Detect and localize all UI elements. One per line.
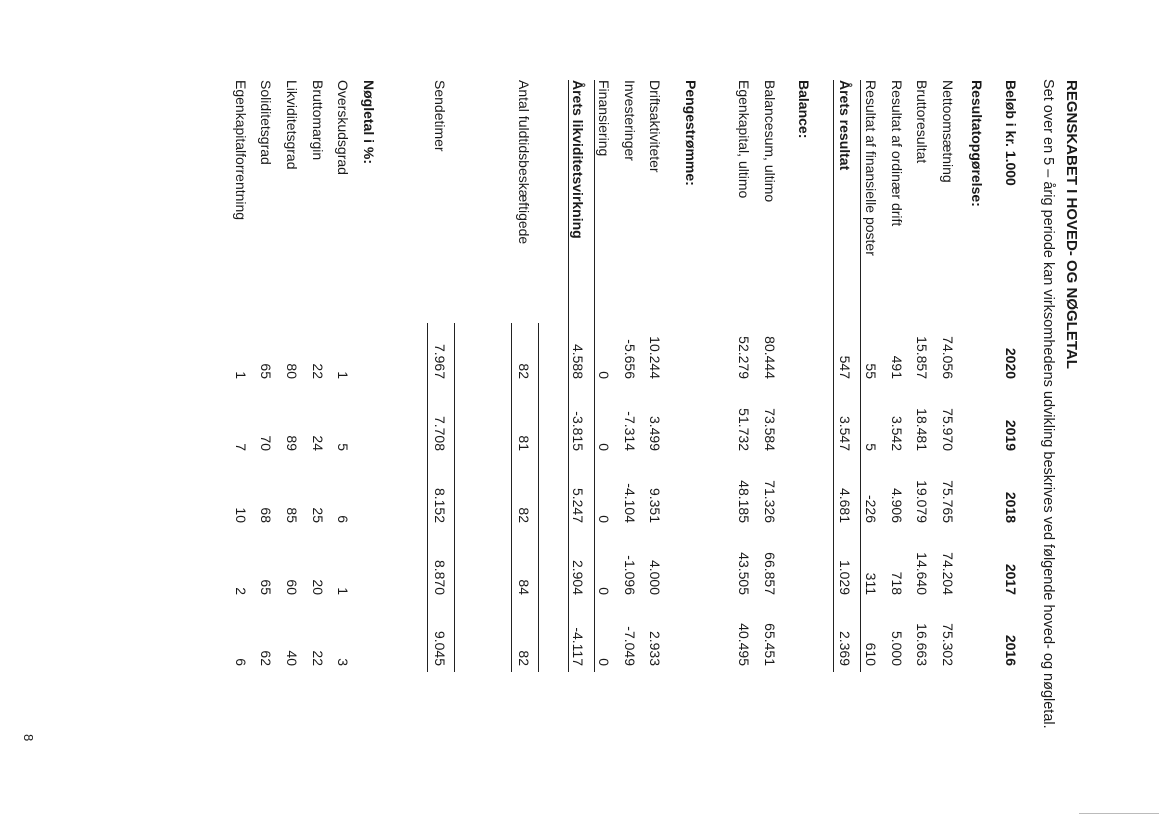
row-label: Soliditetsgrad	[258, 80, 274, 165]
row-label: Overskudsgrad	[335, 80, 351, 175]
row-value: 55	[863, 363, 879, 379]
year-header: 2018	[1003, 491, 1019, 523]
section-heading: Balance:	[796, 80, 812, 139]
row-value: 22	[310, 650, 326, 666]
row-value: 51.732	[736, 408, 752, 451]
row-value: 75.765	[940, 480, 956, 523]
row-value: 1.029	[837, 559, 853, 595]
row-value: 82	[516, 507, 532, 523]
row-value: 16.663	[914, 623, 930, 666]
row-value: -7.049	[622, 626, 638, 666]
year-header: 2017	[1003, 563, 1019, 595]
section-heading: Resultatopgørelse:	[969, 80, 985, 207]
row-value: 1	[335, 587, 351, 595]
row-value: 5.247	[570, 487, 586, 523]
row-value: 40.495	[736, 623, 752, 666]
row-value: 8.152	[432, 487, 448, 523]
row-value: 491	[889, 355, 905, 379]
row-value: 68	[258, 507, 274, 523]
page-title: REGNSKABET I HOVED- OG NØGLETAL	[1063, 80, 1080, 369]
table-rule	[568, 80, 569, 672]
amount-unit-label: Beløb i kr. 1.000	[1003, 80, 1019, 186]
row-value: -3.815	[570, 411, 586, 451]
table-rule	[860, 80, 861, 672]
row-label: Resultat af ordinær drift	[889, 80, 905, 227]
row-value: 75.302	[940, 623, 956, 666]
row-value: 6	[335, 515, 351, 523]
row-label: Nettoomsætning	[940, 80, 956, 183]
row-value: 0	[596, 658, 612, 666]
row-value: 5.000	[889, 630, 905, 666]
row-value: 3	[335, 658, 351, 666]
row-value: 718	[889, 571, 905, 595]
row-value: 22	[310, 363, 326, 379]
row-value: 0	[596, 587, 612, 595]
row-value: 1	[335, 371, 351, 379]
row-value: 5	[863, 443, 879, 451]
year-header: 2016	[1003, 634, 1019, 666]
row-value: 19.079	[914, 480, 930, 523]
row-value: 10.244	[647, 336, 663, 379]
section-heading: Pengestrømme:	[683, 80, 699, 186]
row-label: Driftsaktiviteter	[647, 80, 663, 173]
row-value: 25	[310, 507, 326, 523]
row-value: 7.967	[432, 343, 448, 379]
row-value: 7	[233, 443, 249, 451]
row-value: 82	[516, 363, 532, 379]
row-value: 4.000	[647, 559, 663, 595]
row-value: 18.481	[914, 408, 930, 451]
row-value: 84	[516, 579, 532, 595]
row-value: 74.204	[940, 552, 956, 595]
row-value: 2.369	[837, 630, 853, 666]
row-label: Investeringer	[622, 80, 638, 161]
row-label: Finansiering	[596, 80, 612, 157]
row-value: 40	[284, 650, 300, 666]
row-value: 0	[596, 371, 612, 379]
row-label: Resultat af finansielle poster	[863, 80, 879, 256]
table-rule	[427, 323, 428, 672]
row-value: 80	[284, 363, 300, 379]
section-heading: Nøgletal i %:	[361, 80, 377, 165]
row-label: Årets likviditetsvirkning	[570, 80, 586, 239]
table-rule	[511, 323, 512, 672]
row-value: -5.656	[622, 339, 638, 379]
row-value: 8.870	[432, 559, 448, 595]
row-value: 20	[310, 579, 326, 595]
row-value: 10	[233, 507, 249, 523]
row-value: 1	[233, 371, 249, 379]
page-number: 8	[21, 734, 36, 742]
row-value: -1.096	[622, 555, 638, 595]
table-rule	[538, 323, 539, 672]
row-value: -4.117	[570, 627, 586, 666]
row-label: Bruttoresultat	[914, 80, 930, 164]
row-value: 74.056	[940, 336, 956, 379]
row-value: 7.708	[432, 415, 448, 451]
year-header: 2019	[1003, 419, 1019, 451]
row-value: 70	[258, 435, 274, 451]
row-value: 48.185	[736, 480, 752, 523]
row-value: 65.451	[762, 623, 778, 666]
row-value: 85	[284, 507, 300, 523]
row-value: 547	[837, 355, 853, 379]
row-value: 15.857	[914, 336, 930, 379]
row-value: 52.279	[736, 336, 752, 379]
row-value: 60	[284, 579, 300, 595]
row-value: 4.681	[837, 487, 853, 523]
year-header: 2020	[1003, 347, 1019, 379]
row-value: 5	[335, 443, 351, 451]
row-value: 80.444	[762, 336, 778, 379]
row-value: 9.045	[432, 630, 448, 666]
row-value: 9.351	[647, 487, 663, 523]
row-value: 81	[516, 435, 532, 451]
row-value: 4.906	[889, 487, 905, 523]
row-label: Årets resultat	[837, 80, 853, 171]
row-value: 2	[233, 587, 249, 595]
table-rule	[833, 80, 834, 672]
row-value: 65	[258, 579, 274, 595]
row-value: 311	[863, 572, 879, 595]
row-label: Bruttomargin	[310, 80, 326, 161]
table-rule	[454, 323, 455, 672]
row-value: 4.588	[570, 343, 586, 379]
row-value: 43.505	[736, 552, 752, 595]
row-value: 610	[863, 642, 879, 666]
row-value: 24	[310, 435, 326, 451]
row-value: 71.326	[762, 480, 778, 523]
row-value: 73.584	[762, 408, 778, 451]
row-value: 6	[233, 658, 249, 666]
row-label: Sendetimer	[432, 80, 448, 152]
row-value: 75.970	[940, 408, 956, 451]
scan-edge-mark	[1079, 813, 1159, 815]
row-value: 3.499	[647, 415, 663, 451]
table-rule	[594, 80, 595, 672]
row-label: Likviditetsgrad	[284, 80, 300, 170]
row-value: 2.933	[647, 630, 663, 666]
row-value: 82	[516, 650, 532, 666]
row-label: Antal fuldtidsbeskæftigede	[516, 80, 532, 245]
row-value: 65	[258, 363, 274, 379]
row-value: 2.904	[570, 559, 586, 595]
row-label: Egenkapitalforrentning	[233, 80, 249, 221]
row-value: 66.857	[762, 552, 778, 595]
row-label: Balancesum, ultimo	[762, 80, 778, 203]
row-label: Egenkapital, ultimo	[736, 80, 752, 199]
row-value: -7.314	[622, 411, 638, 451]
row-value: -226	[863, 494, 879, 523]
row-value: 0	[596, 443, 612, 451]
row-value: 3.542	[889, 415, 905, 451]
row-value: 14.640	[914, 552, 930, 595]
row-value: 3.547	[837, 415, 853, 451]
row-value: 89	[284, 435, 300, 451]
intro-paragraph: Set over en 5 – årig periode kan virksomhedens udvikling beskrives ved følgende hoved- og nøgletal.	[1040, 79, 1056, 729]
row-value: -4.104	[622, 483, 638, 523]
row-value: 0	[596, 515, 612, 523]
row-value: 62	[258, 650, 274, 666]
